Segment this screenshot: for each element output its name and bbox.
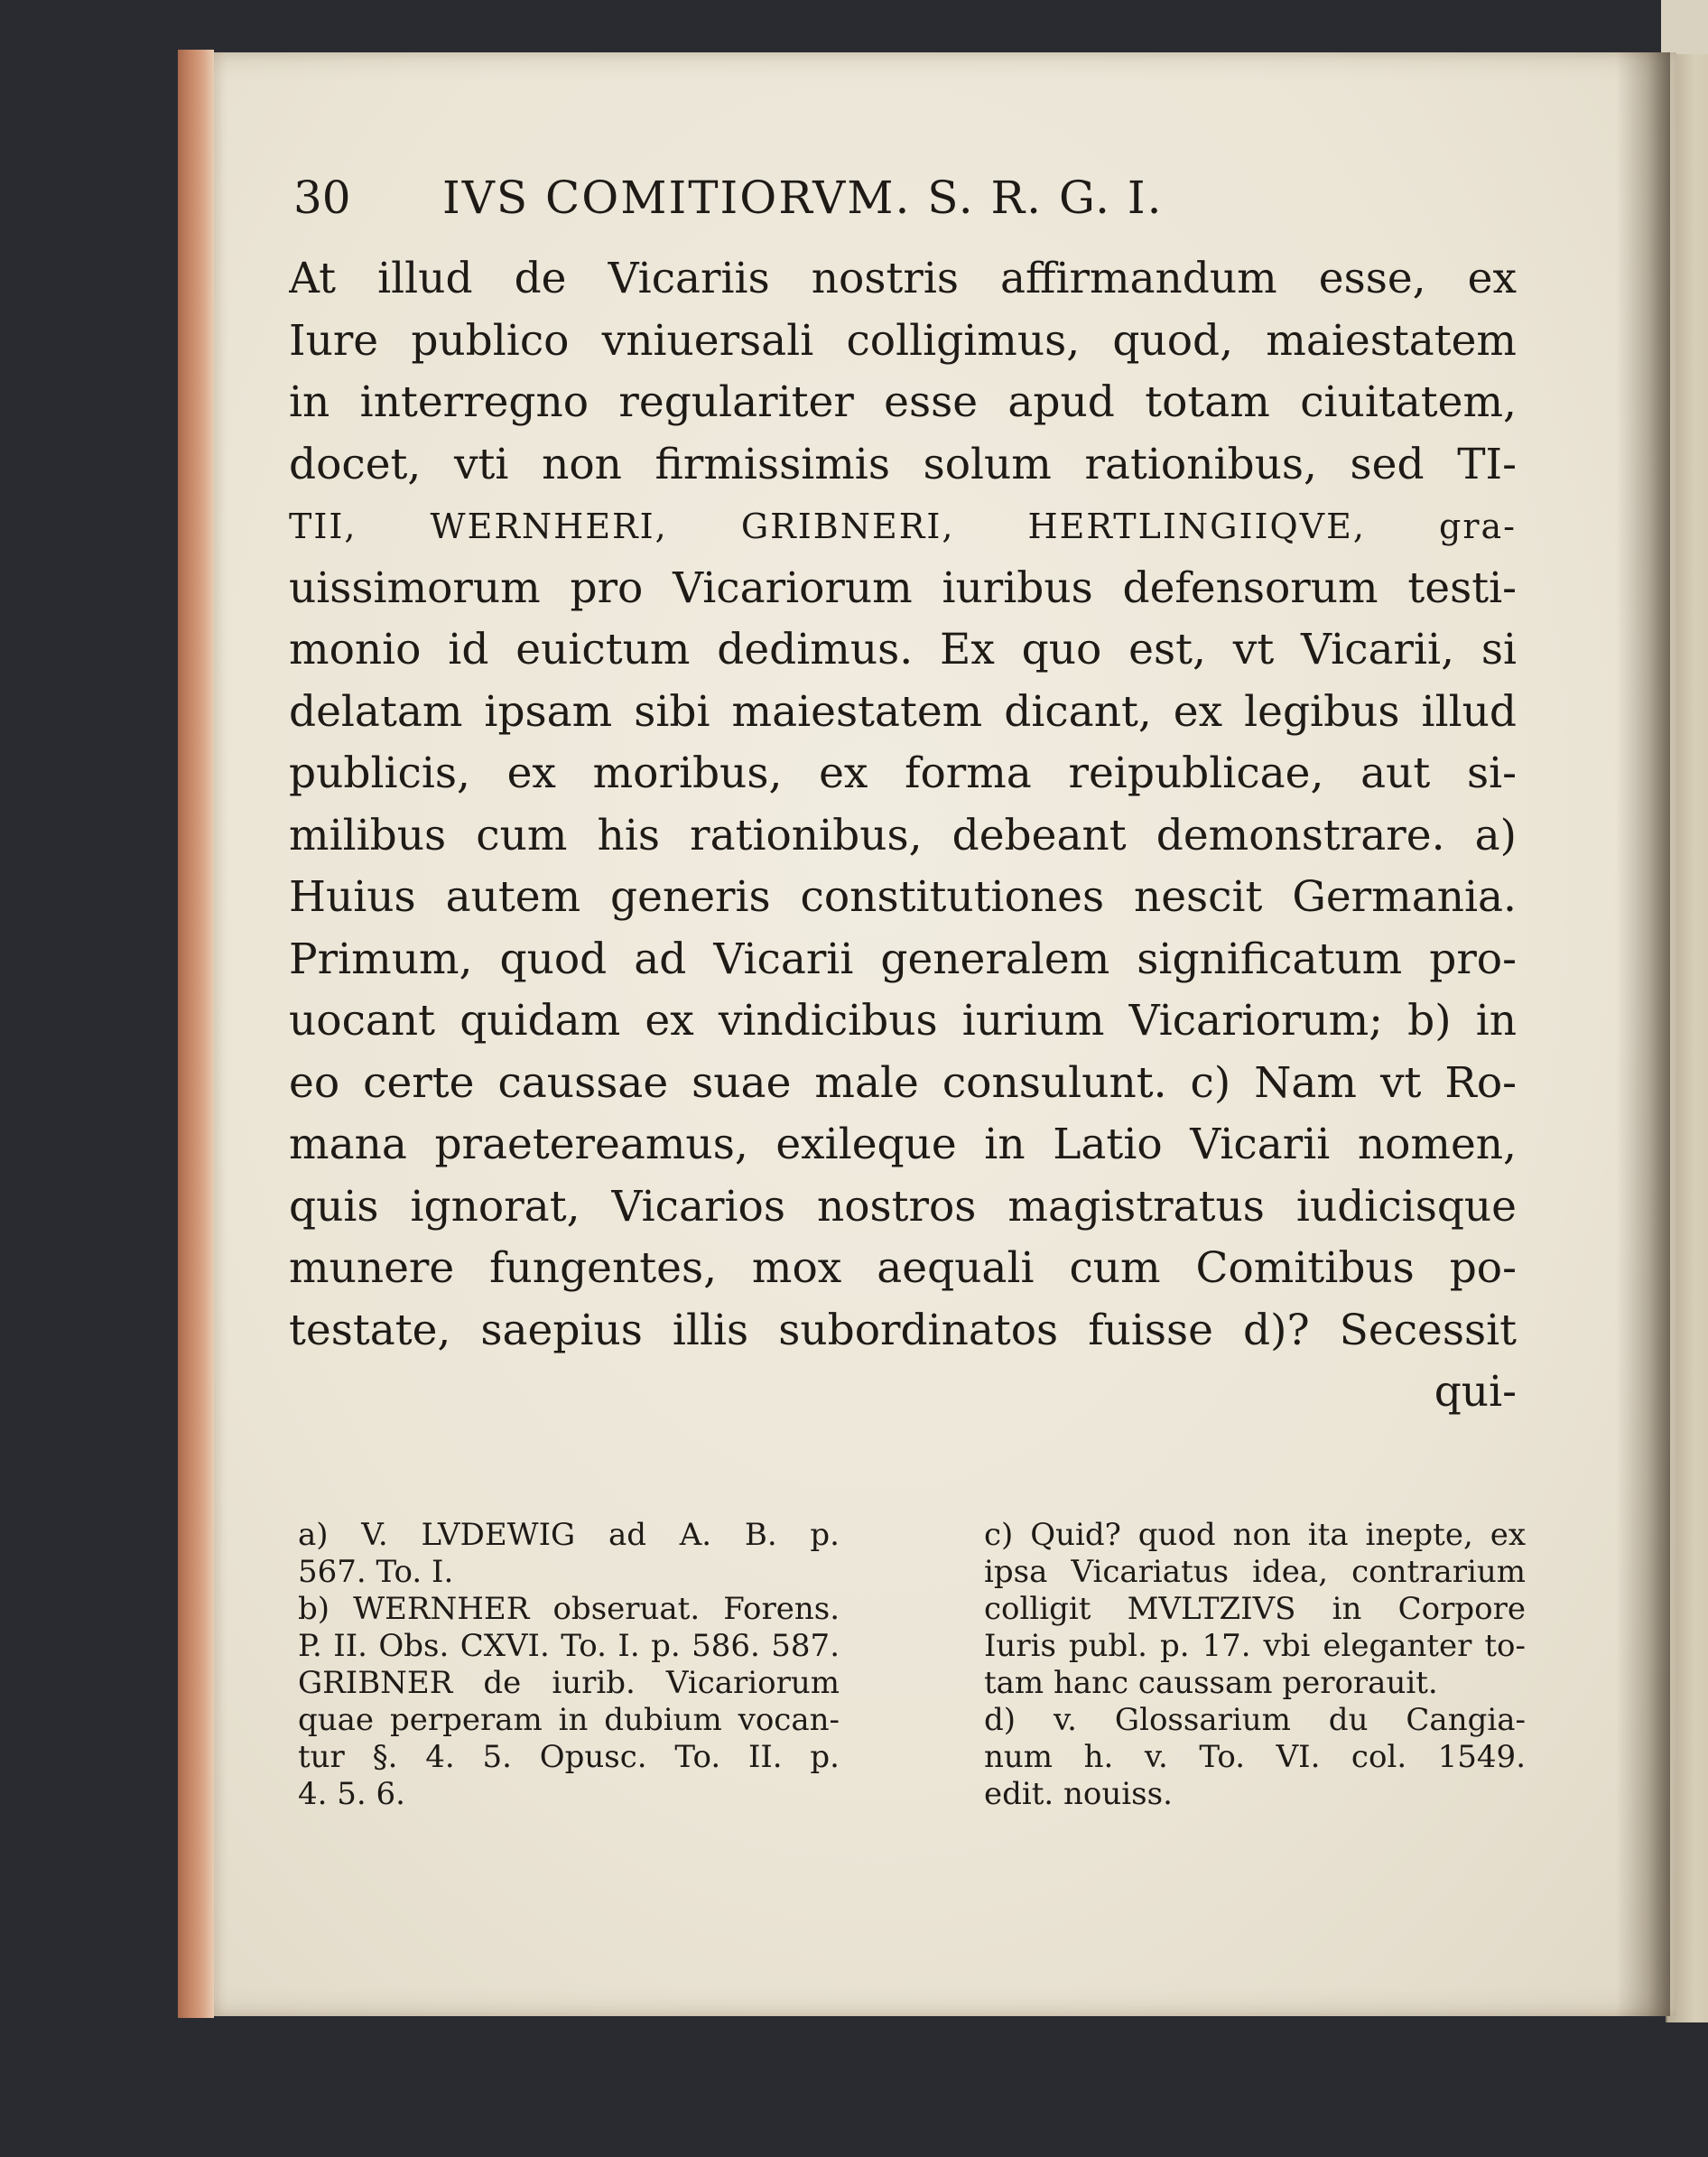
top-corner-strip bbox=[1661, 0, 1708, 54]
text-line: At illud de Vicariis nostris affirmandum esse, ex bbox=[289, 254, 1517, 303]
running-head: IVS COMITIORVM. S. R. G. I. bbox=[442, 172, 1164, 224]
footnote-line: 4. 5. 6. bbox=[298, 1776, 405, 1812]
text-line: testate, saepius illis subordinatos fuisse d)? Secessit bbox=[289, 1305, 1517, 1355]
text-line: munere fungentes, mox aequali cum Comitibus po- bbox=[289, 1243, 1517, 1293]
book-edge bbox=[178, 50, 214, 2018]
text-line: milibus cum his rationibus, debeant demonstrare. a) bbox=[289, 810, 1517, 860]
footnote-line: b) WERNHER obseruat. Forens. bbox=[298, 1591, 840, 1627]
catchword: qui- bbox=[1434, 1367, 1517, 1417]
text-line: mana praetereamus, exileque in Latio Vicarii nomen, bbox=[289, 1120, 1517, 1169]
text-line: docet, vti non firmissimis solum rationibus, sed TI- bbox=[289, 439, 1517, 489]
footnote-line: quae perperam in dubium vocan- bbox=[298, 1702, 840, 1738]
footnote-line: c) Quid? quod non ita inepte, ex bbox=[984, 1517, 1526, 1553]
footnote-line: tam hanc caussam perorauit. bbox=[984, 1665, 1438, 1701]
footnotes-left-column bbox=[298, 1517, 840, 1813]
text-line: Primum, quod ad Vicarii generalem significatum pro- bbox=[289, 934, 1517, 984]
text-line: uissimorum pro Vicariorum iuribus defensorum testi- bbox=[289, 562, 1517, 613]
text-line: TII, WERNHERI, GRIBNERI, HERTLINGIIQVE, gra- bbox=[289, 507, 1517, 546]
text-line: Iure publico vniuersali colligimus, quod, maiestatem bbox=[289, 315, 1517, 366]
page-number: 30 bbox=[293, 172, 351, 224]
footnote-line: edit. nouiss. bbox=[984, 1776, 1173, 1812]
text-line: delatam ipsam sibi maiestatem dicant, ex legibus illud bbox=[289, 686, 1517, 737]
text-line: publicis, ex moribus, ex forma reipublicae, aut si- bbox=[289, 748, 1517, 798]
footnote-line: colligit MVLTZIVS in Corpore bbox=[984, 1591, 1526, 1627]
footnote-line: 567. To. I. bbox=[298, 1554, 454, 1590]
footnote-line: num h. v. To. VI. col. 1549. bbox=[984, 1739, 1526, 1775]
footnote-line: P. II. Obs. CXVI. To. I. p. 586. 587. bbox=[298, 1628, 840, 1664]
footnote-line: tur §. 4. 5. Opusc. To. II. p. bbox=[298, 1739, 840, 1775]
footnote-line: a) V. LVDEWIG ad A. B. p. bbox=[298, 1517, 840, 1553]
text-line: in interregno regulariter esse apud totam ciuitatem, bbox=[289, 377, 1517, 427]
text-line: monio id euictum dedimus. Ex quo est, vt Vicarii, si bbox=[289, 625, 1517, 674]
footnote-line: Iuris publ. p. 17. vbi eleganter to- bbox=[984, 1628, 1526, 1664]
footnote-line: GRIBNER de iurib. Vicariorum bbox=[298, 1665, 840, 1701]
footnotes-right-column bbox=[984, 1517, 1526, 1813]
text-line: quis ignorat, Vicarios nostros magistratus iudicisque bbox=[289, 1181, 1517, 1232]
page-gutter-shadow bbox=[1616, 52, 1670, 2016]
text-line: Huius autem generis constitutiones nescit Germania. bbox=[289, 872, 1517, 922]
text-line: uocant quidam ex vindicibus iurium Vicariorum; b) in bbox=[289, 996, 1517, 1046]
footnote-line: d) v. Glossarium du Cangia- bbox=[984, 1702, 1526, 1738]
text-line: eo certe caussae suae male consulunt. c) Nam vt Ro- bbox=[289, 1057, 1517, 1108]
body-text bbox=[289, 248, 1517, 1424]
footnote-line: ipsa Vicariatus idea, contrarium bbox=[984, 1554, 1526, 1590]
